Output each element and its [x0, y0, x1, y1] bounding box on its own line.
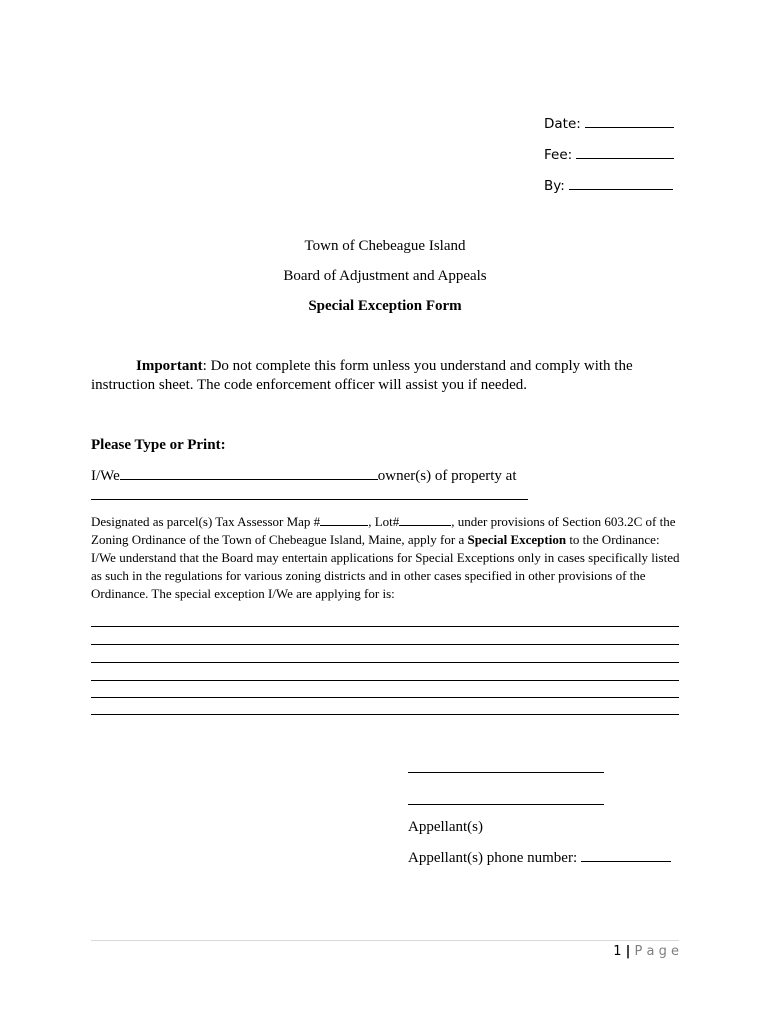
page-number: 1	[613, 944, 622, 959]
designation-text-3: , under provisions of Section 603.2C of the Zoning Ordinance of the Town of Chebeague Island, Maine, apply for a	[91, 514, 676, 547]
phone-input-line[interactable]	[581, 848, 671, 862]
fee-input-line[interactable]	[576, 146, 674, 159]
answer-line-3[interactable]	[91, 662, 679, 663]
owner-name-line[interactable]	[120, 466, 378, 480]
page-footer	[600, 944, 679, 959]
signature-line-1[interactable]	[408, 772, 604, 773]
designation-text-1: Designated as parcel(s) Tax Assessor Map #	[91, 514, 321, 529]
iwe-label: I/We	[91, 468, 120, 484]
important-notice	[91, 357, 681, 395]
board-name: Board of Adjustment and Appeals	[283, 268, 487, 284]
answer-line-6[interactable]	[91, 714, 679, 715]
owner-row	[91, 466, 516, 486]
map-number-line[interactable]	[320, 514, 368, 526]
type-or-print-heading: Please Type or Print:	[91, 437, 226, 453]
by-input-line[interactable]	[569, 177, 673, 190]
page-word: P a g e	[634, 944, 679, 959]
by-label: By:	[544, 178, 565, 194]
phone-row	[408, 848, 671, 868]
answer-line-1[interactable]	[91, 626, 679, 627]
date-field	[544, 115, 674, 132]
appellants-label: Appellant(s)	[408, 819, 483, 835]
lot-number-line[interactable]	[399, 514, 451, 526]
answer-line-2[interactable]	[91, 644, 679, 645]
designation-text-4: to the Ordinance: I/We understand that the Board may entertain applications for Special Exceptions only in cases specifically listed as such in the regulations for various zoning districts and in other cases specified in other provisions of the Ordinance. The special exception I/We are applying for is:	[91, 532, 680, 601]
fee-label: Fee:	[544, 147, 573, 163]
answer-line-4[interactable]	[91, 680, 679, 681]
date-input-line[interactable]	[585, 115, 674, 128]
designation-paragraph	[91, 513, 683, 603]
form-title: Special Exception Form	[308, 298, 462, 314]
designation-text-2: , Lot#	[368, 514, 400, 529]
phone-label: Appellant(s) phone number:	[408, 850, 578, 866]
important-label: Important	[136, 358, 203, 374]
property-address-line[interactable]	[91, 499, 528, 500]
town-name: Town of Chebeague Island	[304, 238, 466, 254]
signature-line-2[interactable]	[408, 804, 604, 805]
page-separator: |	[625, 944, 631, 959]
special-exception-bold: Special Exception	[467, 532, 567, 547]
important-text: : Do not complete this form unless you understand and comply with the instruction sheet. The code enforcement officer will assist you if needed.	[91, 358, 633, 393]
answer-line-5[interactable]	[91, 697, 679, 698]
footer-rule	[91, 940, 679, 941]
fee-field	[544, 146, 674, 163]
by-field	[544, 177, 673, 194]
owners-label: owner(s) of property at	[377, 468, 517, 484]
date-label: Date:	[544, 116, 581, 132]
